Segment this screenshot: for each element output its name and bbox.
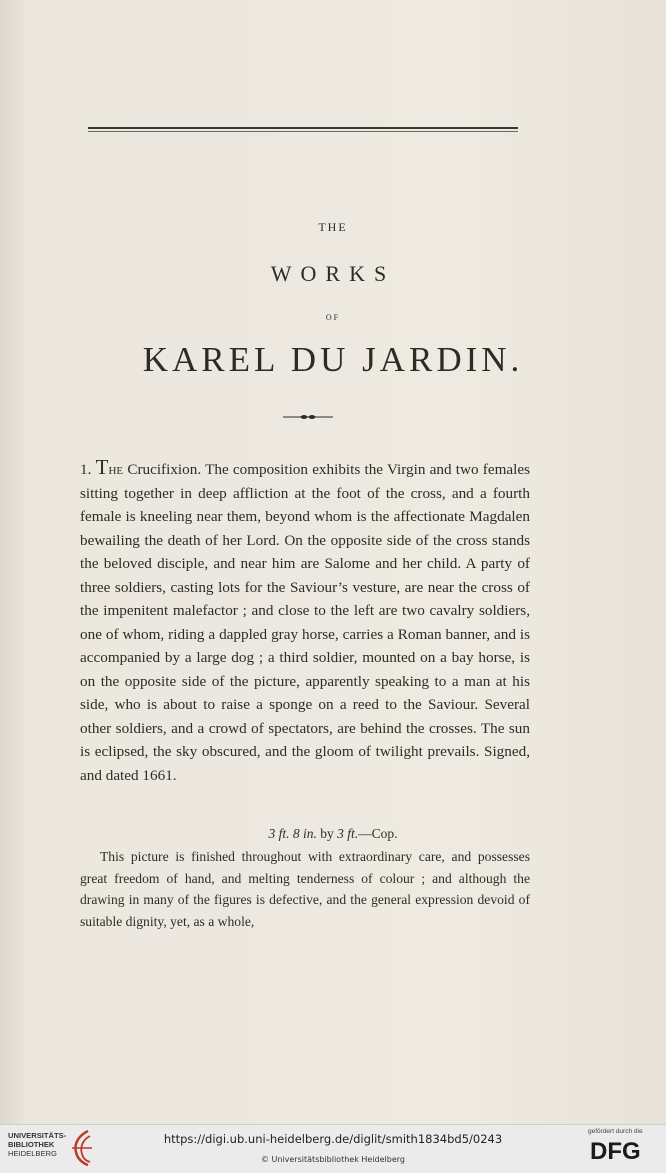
dimension-width: 3 ft. <box>337 826 359 841</box>
ornament-divider <box>283 412 333 422</box>
copyright-notice: © Universitätsbibliothek Heidelberg <box>260 1155 405 1164</box>
heading-artist-name: KAREL DU JARDIN. <box>142 340 524 379</box>
dimension-height: 3 ft. 8 in. <box>268 826 317 841</box>
library-line-1: UNIVERSITÄTS- <box>8 1131 67 1140</box>
dimensions-line <box>0 826 666 842</box>
heading-of: OF <box>325 313 341 322</box>
funding-caption: gefördert durch die <box>588 1128 643 1135</box>
comment-paragraph: This picture is finished throughout with extraordinary care, and possesses great freedom of hand, and melting tenderness of colour ; and although the drawing in many of the figures is defective, and the general expression devoid of suitable dignity, yet, as a whole, <box>80 849 530 929</box>
dfg-logo[interactable]: DFG <box>590 1138 641 1165</box>
top-rule-thin <box>88 131 518 132</box>
heading-works: WORKS <box>270 261 396 286</box>
entry-title-rest: he <box>108 461 124 478</box>
entry-paragraph <box>80 456 530 787</box>
top-rule <box>88 127 518 129</box>
library-line-3: HEIDELBERG <box>8 1149 57 1158</box>
library-line-2: BIBLIOTHEK <box>8 1140 55 1149</box>
entry-body: Crucifixion. The composition exhibits the Virgin and two females sitting together in deep affliction at the foot of the cross, and a fourth female is kneeling near them, beyond whom is the affectionate Magdalen bewailing the death of her Lord. On the opposite side of the cross stands the beloved disciple, and near him are Salome and her child. A party of three soldiers, casting lots for the Saviour’s vesture, are near the cross of the impenitent malefactor ; and close to the left are two cavalry soldiers, one of whom, riding a dappled gray horse, carries a Roman banner, and is accompanied by a large dog ; a third soldier, mounted on a bay horse, is on the opposite side of the picture, apparently speaking to a man at his side, who is about to raise a sponge on a reed to the Saviour. Several other soldiers, and a crowd of spectators, are behind the crosses. The sun is eclipsed, the sky obscured, and the gloom of twilight prevails. Signed, and dated 1661. <box>80 461 531 784</box>
dimension-material: —Cop. <box>358 826 398 841</box>
heading-the: THE <box>318 220 348 234</box>
dimension-by: by <box>316 826 338 841</box>
drop-cap: T <box>95 455 109 479</box>
permalink-url[interactable]: https://digi.ub.uni-heidelberg.de/diglit/smith1834bd5/0243 <box>163 1132 503 1146</box>
entry-number: 1. <box>80 461 92 478</box>
